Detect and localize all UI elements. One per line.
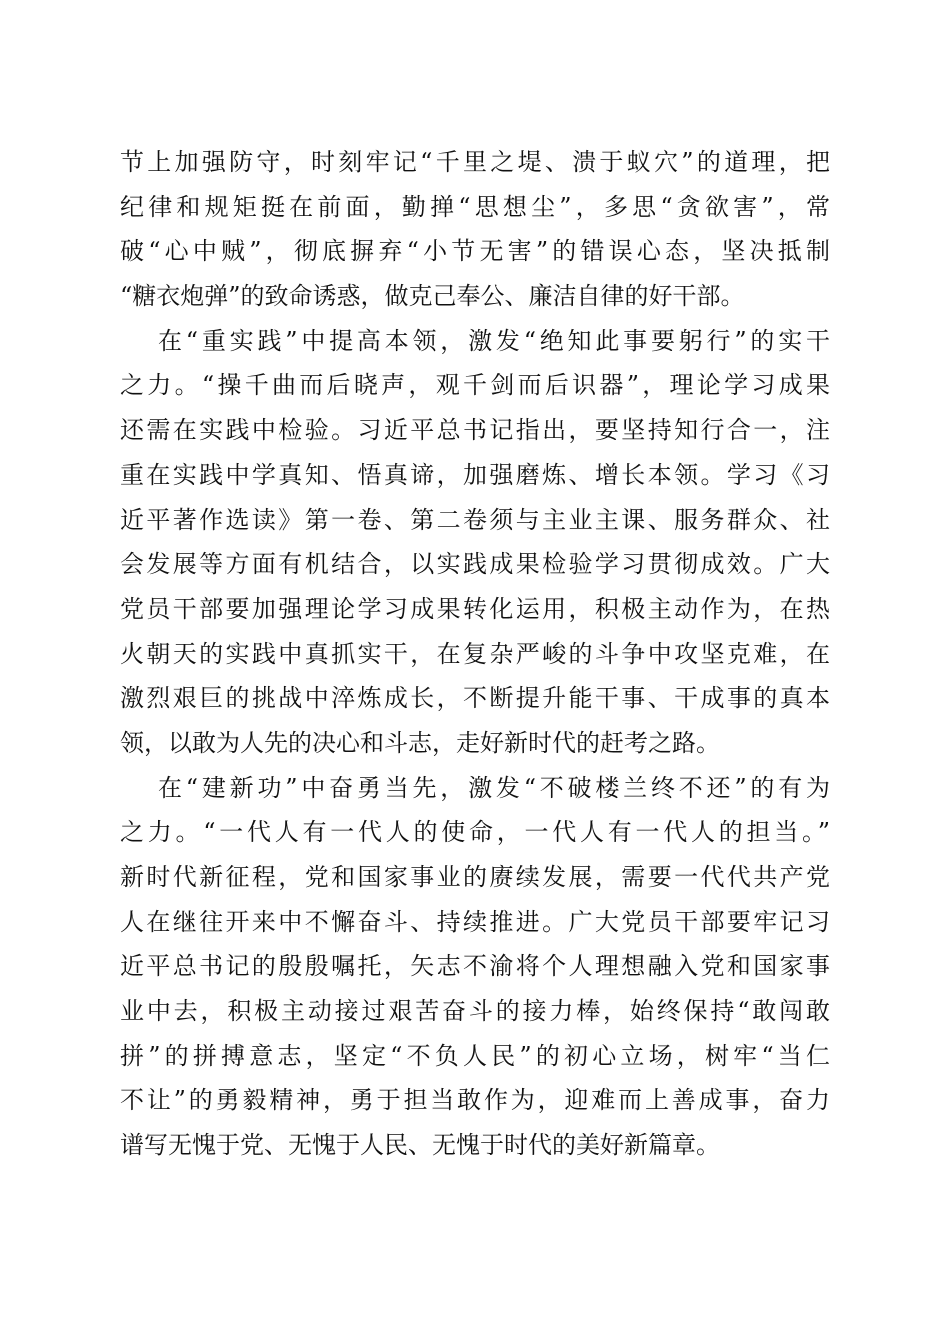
- paragraph-line: 人在继往开来中不懈奋斗、持续推进。广大党员干部要牢记习: [120, 907, 830, 936]
- paragraph-line: 会发展等方面有机结合，以实践成果检验学习贯彻成效。广大: [120, 550, 830, 579]
- paragraph-line: 拼”的拼搏意志，坚定“不负人民”的初心立场，树牢“当仁: [120, 1041, 830, 1070]
- paragraph-3: [120, 766, 830, 1168]
- paragraph-line: 不让”的勇毅精神，勇于担当敢作为，迎难而上善成事，奋力: [120, 1086, 830, 1115]
- paragraph-line: 谱写无愧于党、无愧于人民、无愧于时代的美好新篇章。: [120, 1131, 720, 1160]
- paragraph-line: 业中去，积极主动接过艰苦奋斗的接力棒，始终保持“敢闯敢: [120, 997, 830, 1026]
- paragraph-line: 之力。“操千曲而后晓声，观千剑而后识器”，理论学习成果: [120, 371, 830, 400]
- paragraph-1: [120, 140, 830, 319]
- paragraph-line: 在“建新功”中奋勇当先，激发“不破楼兰终不还”的有为: [158, 773, 830, 802]
- paragraph-line: 新时代新征程，党和国家事业的赓续发展，需要一代代共产党: [120, 863, 830, 891]
- paragraph-line: 之力。“一代人有一代人的使命，一代人有一代人的担当。”: [120, 818, 830, 847]
- paragraph-line: 领，以敢为人先的决心和斗志，走好新时代的赶考之路。: [120, 728, 720, 757]
- paragraph-line: 火朝天的实践中真抓实干，在复杂严峻的斗争中攻坚克难，在: [120, 639, 830, 668]
- paragraph-line: 激烈艰巨的挑战中淬炼成长，不断提升能干事、干成事的真本: [120, 684, 830, 713]
- paragraph-line: 节上加强防守，时刻牢记“千里之堤、溃于蚁穴”的道理，把: [120, 148, 830, 176]
- paragraph-line: 重在实践中学真知、悟真谛，加强磨炼、增长本领。学习《习: [120, 460, 830, 489]
- document-body: [120, 140, 830, 1168]
- paragraph-line: 破“心中贼”，彻底摒弃“小节无害”的错误心态，坚决抵制: [120, 237, 830, 266]
- paragraph-line: 还需在实践中检验。习近平总书记指出，要坚持知行合一，注: [120, 416, 830, 445]
- paragraph-line: 近平总书记的殷殷嘱托，矢志不渝将个人理想融入党和国家事: [120, 952, 830, 981]
- paragraph-line: 党员干部要加强理论学习成果转化运用，积极主动作为，在热: [120, 594, 830, 623]
- paragraph-line: 在“重实践”中提高本领，激发“绝知此事要躬行”的实干: [158, 326, 830, 355]
- paragraph-line: 纪律和规矩挺在前面，勤掸“思想尘”，多思“贪欲害”，常: [120, 192, 830, 221]
- paragraph-line: 近平著作选读》第一卷、第二卷须与主业主课、服务群众、社: [120, 505, 830, 534]
- paragraph-2: [120, 319, 830, 766]
- paragraph-line: “糖衣炮弹”的致命诱惑，做克己奉公、廉洁自律的好干部。: [120, 282, 745, 311]
